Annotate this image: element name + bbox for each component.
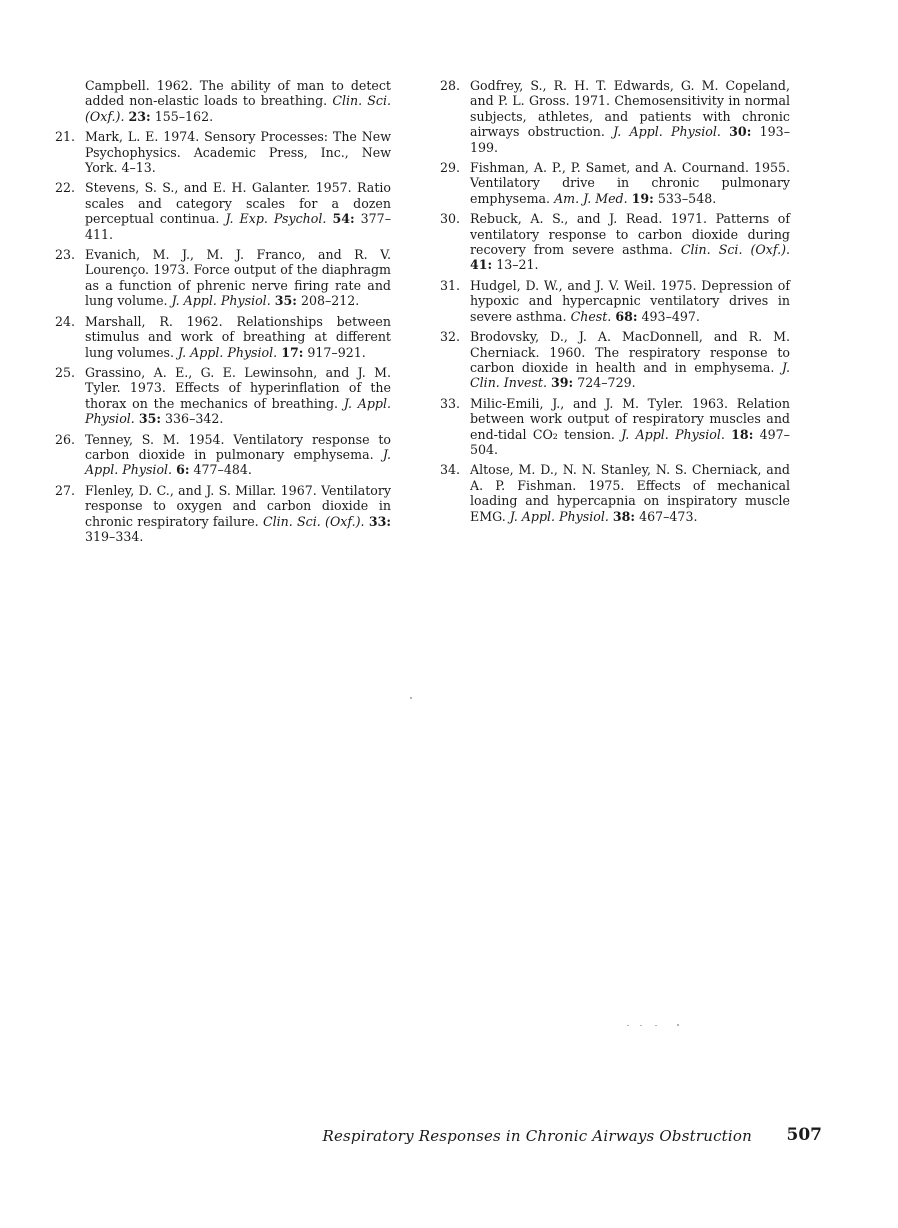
page-range: 493–497. — [641, 308, 700, 324]
page-range: 319–334. — [85, 528, 144, 544]
journal-name: J. Appl. Physiol. — [85, 446, 391, 478]
reference-number: 25. — [55, 364, 76, 380]
scan-speck — [640, 1025, 642, 1026]
reference-number: 22. — [55, 180, 76, 196]
volume-number: 35: — [138, 411, 162, 427]
reference-text: Hudgel, D. W., and J. V. Weil. 1975. Depression of hypoxic and hypercapnic ventilatory drives in severe asthma. — [470, 277, 790, 324]
volume-number: 38: — [612, 508, 636, 524]
page-range: 477–484. — [193, 462, 252, 478]
reference-entry — [440, 329, 790, 391]
page-range: 497–504. — [470, 426, 790, 457]
reference-entry — [55, 247, 391, 309]
scan-speck — [627, 1025, 629, 1026]
reference-number: 33. — [440, 395, 461, 411]
scan-speck — [655, 1025, 657, 1026]
running-title: Respiratory Responses in Chronic Airways Obstruction — [322, 1127, 752, 1145]
volume-number: 54: — [332, 211, 355, 227]
scan-speck — [410, 697, 412, 699]
page-range: 917–921. — [307, 344, 366, 360]
reference-entry — [440, 462, 790, 524]
reference-entry — [55, 78, 391, 124]
volume-number: 33: — [368, 513, 392, 529]
journal-name: J. Appl. Physiol. — [178, 344, 278, 360]
reference-entry — [440, 160, 790, 206]
page-footer — [0, 1127, 898, 1147]
volume-number: 30: — [729, 124, 752, 140]
reference-text: Flenley, D. C., and J. S. Millar. 1967. Ventilatory response to oxygen and carbon dioxide in chronic respiratory failure. — [85, 482, 391, 529]
volume-number: 18: — [731, 426, 754, 442]
references-column-right — [440, 78, 790, 529]
reference-text: Grassino, A. E., G. E. Lewinsohn, and J. M. Tyler. 1973. Effects of hyperinflation of the thorax on the mechanics of breathing. — [85, 364, 391, 411]
volume-number: 35: — [274, 293, 297, 309]
reference-text: Rebuck, A. S., and J. Read. 1971. Patterns of ventilatory response to carbon dioxide during recovery from severe asthma. — [470, 211, 790, 258]
reference-text: Evanich, M. J., M. J. Franco, and R. V. Lourenço. 1973. Force output of the diaphragm as a function of phrenic nerve firing rate and lung volume. — [85, 247, 391, 309]
volume-number: 17: — [281, 344, 304, 360]
reference-entry — [55, 483, 391, 545]
reference-entry — [440, 211, 790, 273]
reference-text: Campbell. 1962. The ability of man to detect added non-elastic loads to breathing. — [85, 78, 391, 109]
journal-name: J. Appl. Physiol. — [509, 508, 609, 524]
reference-text: Godfrey, S., R. H. T. Edwards, G. M. Copeland, and P. L. Gross. 1971. Chemosensitivity in normal subjects, athletes, and patients with chronic airways obstruction. — [470, 78, 790, 140]
page-range: 155–162. — [154, 108, 214, 124]
page-range: 467–473. — [639, 508, 698, 524]
reference-text: Marshall, R. 1962. Relationships between stimulus and work of breathing at different lung volumes. — [85, 313, 391, 360]
journal-name: Clin. Sci. (Oxf.). — [262, 513, 365, 529]
scan-speck — [677, 1024, 679, 1026]
reference-entry — [55, 129, 391, 175]
references-column-left — [55, 78, 391, 549]
journal-name: J. Appl. Physiol. — [171, 293, 271, 309]
reference-number: 28. — [440, 78, 461, 93]
reference-number: 34. — [440, 462, 461, 478]
page-range: 193–199. — [470, 124, 790, 155]
reference-text: Altose, M. D., N. N. Stanley, N. S. Cherniack, and A. P. Fishman. 1975. Effects of mechanical loading and hypercapnia on inspiratory muscle EMG. — [470, 462, 790, 524]
reference-entry — [55, 365, 391, 427]
reference-number: 21. — [55, 129, 76, 145]
reference-entry — [440, 278, 790, 324]
journal-name: Am. J. Med. — [554, 190, 628, 206]
page-range: 533–548. — [657, 190, 717, 206]
reference-entry — [55, 314, 391, 360]
volume-number: 23: — [128, 108, 151, 124]
page-range: 13–21. — [496, 257, 539, 273]
page-range: 724–729. — [577, 375, 636, 391]
volume-number: 39: — [551, 375, 574, 391]
reference-number: 30. — [440, 211, 461, 227]
journal-name: J. Exp. Psychol. — [225, 211, 327, 227]
reference-entry — [440, 78, 790, 155]
volume-number: 6: — [176, 462, 190, 478]
journal-name: J. Appl. Physiol. — [621, 426, 725, 442]
reference-entry — [55, 432, 391, 478]
reference-text: Milic-Emili, J., and J. M. Tyler. 1963. Relation between work output of respiratory muscles and end-tidal CO₂ tension. — [470, 395, 790, 442]
volume-number: 68: — [615, 308, 638, 324]
page-range: 377–411. — [85, 211, 391, 242]
reference-number: 32. — [440, 329, 461, 345]
reference-text: Fishman, A. P., P. Samet, and A. Cournand. 1955. Ventilatory drive in chronic pulmonary emphysema. — [470, 160, 790, 206]
volume-number: 19: — [631, 190, 654, 206]
reference-number: 23. — [55, 247, 76, 263]
reference-number: 31. — [440, 277, 461, 293]
reference-number: 24. — [55, 313, 76, 329]
reference-number: 29. — [440, 160, 461, 176]
page-range: 336–342. — [165, 411, 224, 427]
reference-number: 26. — [55, 431, 76, 447]
reference-text: Tenney, S. M. 1954. Ventilatory response to carbon dioxide in pulmonary emphysema. — [85, 431, 391, 462]
reference-text: Stevens, S. S., and E. H. Galanter. 1957. Ratio scales and category scales for a dozen perceptual continua. — [85, 180, 391, 227]
reference-text: Brodovsky, D., J. A. MacDonnell, and R. M. Cherniack. 1960. The respiratory response to carbon dioxide in health and in emphysema. — [470, 329, 790, 375]
reference-number: 27. — [55, 482, 76, 498]
page-range: 208–212. — [300, 293, 360, 309]
journal-name: Chest. — [570, 308, 612, 324]
journal-name: J. Clin. Invest. — [470, 359, 790, 391]
reference-text: Mark, L. E. 1974. Sensory Processes: The New Psychophysics. Academic Press, Inc., New York. 4–13. — [85, 129, 391, 176]
journal-name: J. Appl. Physiol. — [613, 124, 721, 140]
journal-name: J. Appl. Physiol. — [85, 395, 391, 427]
journal-name: Clin. Sci. (Oxf.). — [680, 242, 790, 258]
reference-entry — [440, 396, 790, 458]
reference-entry — [55, 180, 391, 242]
journal-name: Clin. Sci. (Oxf.). — [85, 93, 391, 124]
page-number: 507 — [786, 1125, 822, 1145]
volume-number: 41: — [470, 257, 493, 273]
